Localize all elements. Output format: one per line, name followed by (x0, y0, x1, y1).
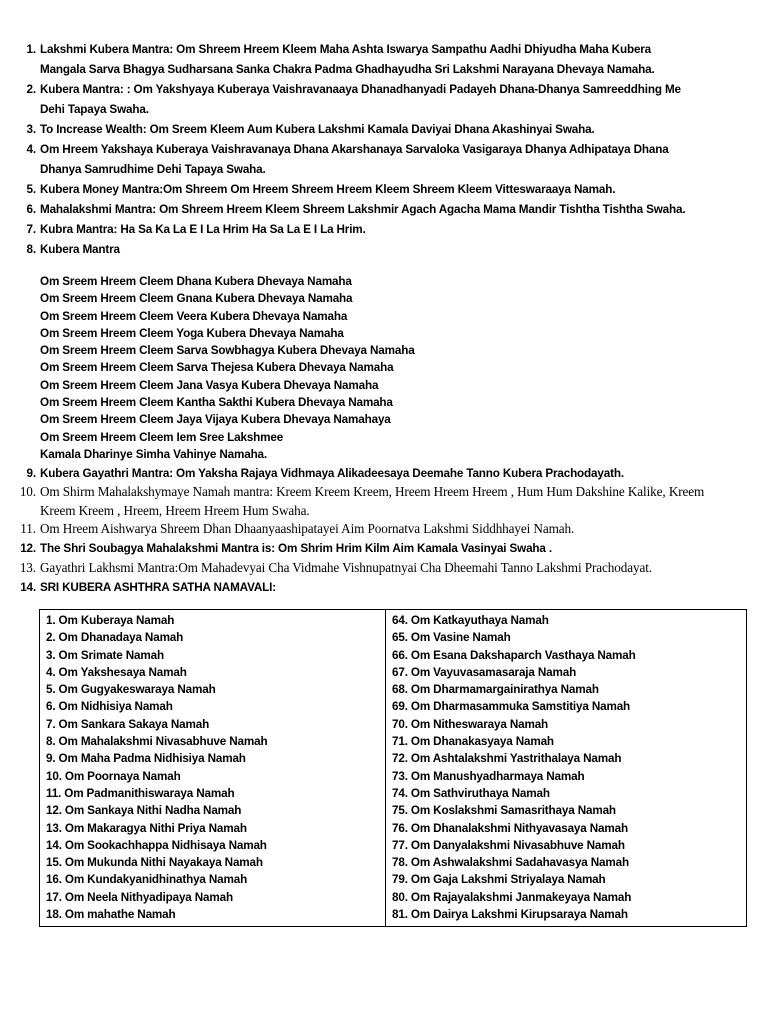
mantra-line: Om Sreem Hreem Cleem Sarva Sowbhagya Kubera Dhevaya Namaha (40, 344, 415, 358)
list-item-text (40, 464, 750, 484)
text-line: Gayathri Lakhsmi Mantra:Om Mahadevyai Cha Vidmahe Vishnupatnyai Cha Dheemahi Tanno Lakshmi Prachodayat. (40, 560, 652, 575)
namavali-table (39, 609, 747, 927)
table-cell-left: 17. Om Neela Nithyadipaya Namah (40, 889, 386, 906)
list-item-number: 12. (20, 542, 36, 555)
table-cell-right: 73. Om Manushyadharmaya Namah (386, 768, 747, 785)
mantra-line: Om Sreem Hreem Cleem Veera Kubera Dhevaya Namaha (40, 309, 348, 323)
mantra-line: Om Sreem Hreem Cleem Dhana Kubera Dhevaya Namaha (40, 275, 352, 288)
list-item-number: 13. (19, 560, 36, 575)
list-item-number: 5. (26, 183, 36, 196)
table-cell-left: 6. Om Nidhisiya Namah (40, 698, 386, 715)
mantra-line: Om Sreem Hreem Cleem Yoga Kubera Dhevaya Namaha (40, 326, 344, 340)
text-line: Om Shirm Mahalakshymaye Namah mantra: Kreem Kreem Kreem, Hreem Hreem Hreem , Hum Hum Dakshine Kalike, Kreem (40, 484, 705, 499)
table-cell-left: 10. Om Poornaya Namah (40, 768, 386, 785)
table-cell-left: 13. Om Makaragya Nithi Priya Namah (40, 820, 386, 837)
table-cell-right: 68. Om Dharmamargainirathya Namah (386, 681, 747, 698)
table-cell-right: 72. Om Ashtalakshmi Yastrithalaya Namah (386, 750, 747, 767)
table-row (40, 906, 747, 927)
table-row (40, 733, 747, 750)
list-item-number: 1. (26, 43, 36, 56)
table-cell-left: 16. Om Kundakyanidhinathya Namah (40, 871, 386, 888)
text-line: Om Hreem Yakshaya Kuberaya Vaishravanaya Dhana Akarshanaya Sarvaloka Vasigaraya Dhanya Adhipataya Dhana (40, 143, 669, 156)
text-line: Mahalakshmi Mantra: Om Shreem Hreem Kleem Shreem Lakshmir Agach Agacha Mama Mandir Tishtha Tishtha Swaha. (40, 203, 686, 216)
list-item-number: 11. (20, 521, 36, 536)
table-cell-right: 70. Om Nitheswaraya Namah (386, 716, 747, 733)
table-row (40, 820, 747, 837)
list-item-text (40, 578, 750, 598)
table-cell-right: 80. Om Rajayalakshmi Janmakeyaya Namah (386, 889, 747, 906)
text-line: Mangala Sarva Bhagya Sudharsana Sanka Chakra Padma Ghadhayudha Sri Lakshmi Narayana Dhevaya Namaha. (40, 63, 655, 76)
list-item-text (40, 180, 750, 200)
text-line: SRI KUBERA ASHTHRA SATHA NAMAVALI: (40, 581, 276, 594)
table-cell-left: 12. Om Sankaya Nithi Nadha Namah (40, 802, 386, 819)
mantra-line: Om Sreem Hreem Cleem Kantha Sakthi Kubera Dhevaya Namaha (40, 396, 393, 410)
list-item-text (40, 539, 750, 559)
text-line: Kubra Mantra: Ha Sa Ka La E I La Hrim Ha Sa La E I La Hrim. (40, 223, 366, 236)
list-item-number: 9. (26, 467, 36, 480)
text-line: Kubera Money Mantra:Om Shreem Om Hreem Shreem Hreem Kleem Shreem Kleem Vitteswaraaya Namah. (40, 183, 616, 196)
table-cell-left: 18. Om mahathe Namah (40, 906, 386, 927)
list-item-text (40, 40, 750, 80)
list-item-number: 8. (26, 243, 36, 256)
table-cell-left: 5. Om Gugyakeswaraya Namah (40, 681, 386, 698)
table-cell-right: 65. Om Vasine Namah (386, 629, 747, 646)
text-line: Om Hreem Aishwarya Shreem Dhan Dhaanyaashipatayei Aim Poornatva Lakshmi Siddhhayei Namah. (40, 521, 575, 536)
text-line: Kubera Mantra (40, 243, 120, 256)
list-item-number: 6. (26, 203, 36, 216)
table-row (40, 664, 747, 681)
table-cell-right: 74. Om Sathviruthaya Namah (386, 785, 747, 802)
table-cell-right: 66. Om Esana Dakshaparch Vasthaya Namah (386, 647, 747, 664)
mantra-line: Om Sreem Hreem Cleem Iem Sree Lakshmee (40, 430, 284, 444)
list-item-text (40, 120, 750, 140)
table-row (40, 802, 747, 819)
list-item-text (40, 482, 750, 520)
text-line: Kubera Gayathri Mantra: Om Yaksha Rajaya Vidhmaya Alikadeesaya Deemahe Tanno Kubera Prachodayath. (40, 467, 624, 480)
table-row (40, 750, 747, 767)
list-item-text (40, 240, 750, 260)
table-cell-left: 9. Om Maha Padma Nidhisiya Namah (40, 750, 386, 767)
table-cell-right: 78. Om Ashwalakshmi Sadahavasya Namah (386, 854, 747, 871)
list-item-number: 4. (26, 143, 36, 156)
table-cell-left: 15. Om Mukunda Nithi Nayakaya Namah (40, 854, 386, 871)
table-cell-right: 64. Om Katkayuthaya Namah (386, 610, 747, 630)
list-item-number: 10. (19, 484, 36, 499)
list-item-text (40, 80, 750, 120)
list-item-text (40, 558, 750, 577)
text-line: Kubera Mantra: : Om Yakshyaya Kuberaya Vaishravanaaya Dhanadhanyadi Padayeh Dhana-Dhanya Samreeddhing Me (40, 83, 681, 96)
table-cell-right: 79. Om Gaja Lakshmi Striyalaya Namah (386, 871, 747, 888)
mantra-line: Om Sreem Hreem Cleem Sarva Thejesa Kubera Dhevaya Namaha (40, 361, 394, 375)
table-cell-left: 3. Om Srimate Namah (40, 647, 386, 664)
text-line: Dhanya Samrudhime Dehi Tapaya Swaha. (40, 163, 266, 176)
table-cell-right: 77. Om Danyalakshmi Nivasabhuve Namah (386, 837, 747, 854)
table-cell-right: 75. Om Koslakshmi Samasrithaya Namah (386, 802, 747, 819)
table-cell-right: 71. Om Dhanakasyaya Namah (386, 733, 747, 750)
table-row (40, 871, 747, 888)
mantra-line: Kamala Dharinye Simha Vahinye Namaha. (40, 447, 268, 461)
table-cell-left: 7. Om Sankara Sakaya Namah (40, 716, 386, 733)
list-item-text (40, 200, 750, 220)
list-item-text (40, 519, 750, 538)
table-row (40, 768, 747, 785)
table-cell-right: 69. Om Dharmasammuka Samstitiya Namah (386, 698, 747, 715)
table-cell-left: 2. Om Dhanadaya Namah (40, 629, 386, 646)
list-item-number: 14. (20, 581, 36, 594)
table-row (40, 629, 747, 646)
table-row (40, 889, 747, 906)
list-item-text (40, 140, 750, 180)
table-row (40, 610, 747, 630)
list-item-text (40, 220, 750, 240)
text-line: To Increase Wealth: Om Sreem Kleem Aum Kubera Lakshmi Kamala Daviyai Dhana Akashinyai Swaha. (40, 123, 595, 136)
table-row (40, 647, 747, 664)
table-row (40, 698, 747, 715)
table-row (40, 681, 747, 698)
text-line: Lakshmi Kubera Mantra: Om Shreem Hreem Kleem Maha Ashta Iswarya Sampathu Aadhi Dhiyudha Maha Kubera (40, 43, 652, 56)
text-line: Dehi Tapaya Swaha. (40, 103, 149, 116)
table-cell-right: 76. Om Dhanalakshmi Nithyavasaya Namah (386, 820, 747, 837)
table-row (40, 854, 747, 871)
mantra-line: Om Sreem Hreem Cleem Jaya Vijaya Kubera Dhevaya Namahaya (40, 413, 391, 427)
table-cell-left: 14. Om Sookachhappa Nidhisaya Namah (40, 837, 386, 854)
list-item-number: 3. (26, 123, 36, 136)
table-row (40, 837, 747, 854)
table-cell-left: 8. Om Mahalakshmi Nivasabhuve Namah (40, 733, 386, 750)
table-cell-right: 67. Om Vayuvasamasaraja Namah (386, 664, 747, 681)
list-item-number: 7. (26, 223, 36, 236)
list-item-number: 2. (26, 83, 36, 96)
text-line: Kreem Kreem , Hreem, Hreem Hreem Hum Swaha. (40, 503, 310, 518)
kubera-mantra-block (40, 273, 415, 463)
mantra-line: Om Sreem Hreem Cleem Jana Vasya Kubera Dhevaya Namaha (40, 378, 379, 392)
table-cell-left: 4. Om Yakshesaya Namah (40, 664, 386, 681)
table-row (40, 716, 747, 733)
text-line: The Shri Soubagya Mahalakshmi Mantra is: Om Shrim Hrim Kilm Aim Kamala Vasinyai Swaha . (40, 542, 552, 555)
table-row (40, 785, 747, 802)
table-cell-right: 81. Om Dairya Lakshmi Kirupsaraya Namah (386, 906, 747, 927)
mantra-line: Om Sreem Hreem Cleem Gnana Kubera Dhevaya Namaha (40, 292, 353, 306)
table-cell-left: 11. Om Padmanithiswaraya Namah (40, 785, 386, 802)
table-cell-left: 1. Om Kuberaya Namah (40, 610, 386, 630)
